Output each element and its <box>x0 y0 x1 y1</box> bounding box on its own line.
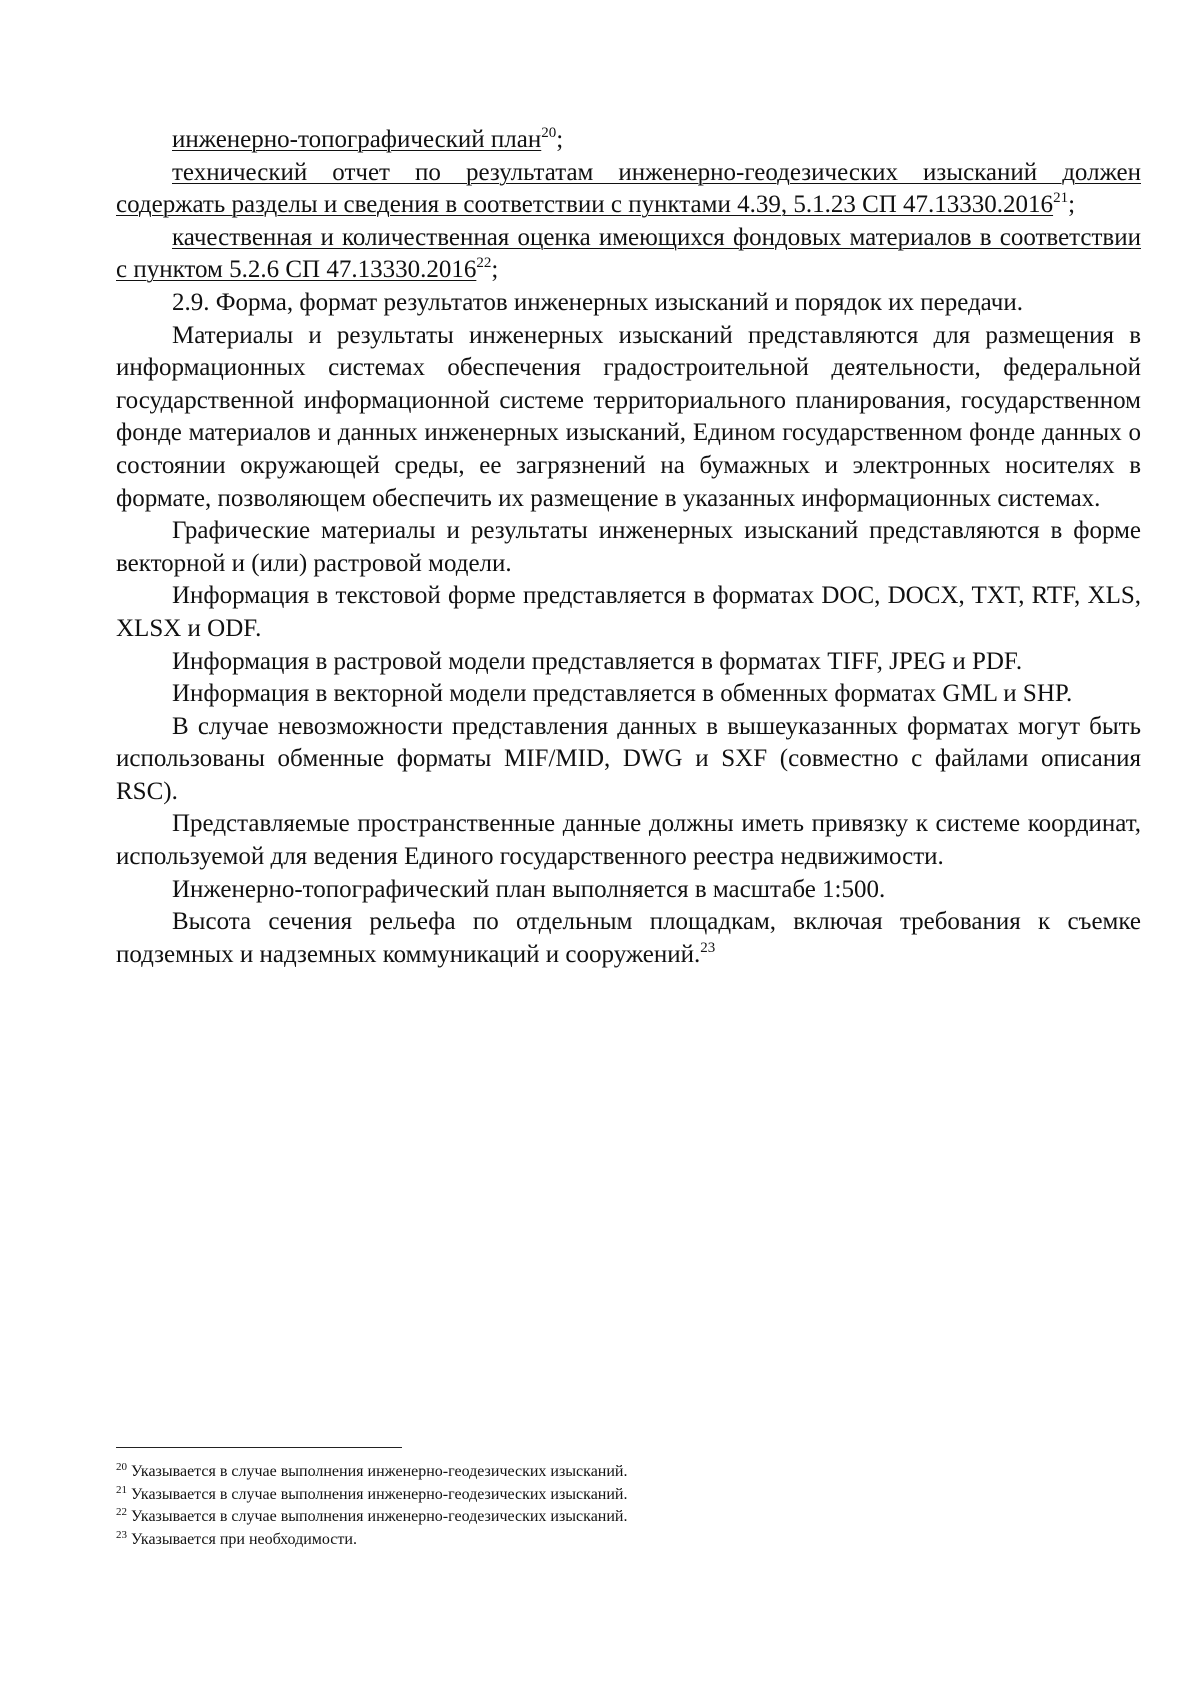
underlined-text: инженерно-топографический план <box>172 126 542 153</box>
paragraph-scale: Инженерно-топографический план выполняется в масштабе 1:500. <box>172 875 886 903</box>
paragraph-text-formats: Информация в текстовой форме представляется в форматах DOC, DOCX, TXT, RTF, XLS, XLSX и ODF. <box>116 582 1141 642</box>
paragraph-text: Высота сечения рельефа по отдельным площадкам, включая требования к съемке подземных и надземных коммуникаций и сооружений. <box>116 908 1141 968</box>
footnotes <box>116 1461 1141 1551</box>
paragraph-end: ; <box>1068 191 1076 219</box>
paragraph-technical-report <box>116 157 1141 222</box>
footnote-number: 21 <box>116 1483 127 1496</box>
paragraph-materials-placement: Материалы и результаты инженерных изысканий представляются для размещения в информационных системах обеспечения градостроительной деятельности, федеральной государственной информационной системе территориального планирования, государственном фонде материалов и данных инженерных изысканий, Едином государственном фонде данных о состоянии окружающей среды, ее загрязнений на бумажных и электронных носителях в формате, позволяющем обеспечить их размещение в указанных информационных системах. <box>116 321 1141 512</box>
paragraph-topographic-plan <box>116 124 1141 157</box>
footnote-separator <box>116 1447 402 1448</box>
footnote-ref: 22 <box>476 255 492 272</box>
paragraph-alternative-formats: В случае невозможности представления данных в вышеуказанных форматах могут быть использованы обменные форматы MIF/MID, DWG и SXF (совместно с файлами описания RSC). <box>116 712 1141 805</box>
footnote-text: Указывается в случае выполнения инженерно-геодезических изысканий. <box>127 1463 628 1480</box>
footnote-ref: 21 <box>1053 190 1069 207</box>
footnote-number: 20 <box>116 1461 127 1473</box>
footnote-text: Указывается при необходимости. <box>127 1530 357 1548</box>
footnote-ref: 23 <box>700 939 716 956</box>
footnote-20 <box>116 1461 1141 1484</box>
footnote-text: Указывается в случае выполнения инженерно-геодезических изысканий. <box>127 1508 628 1525</box>
footnote-text: Указывается в случае выполнения инженерно-геодезических изысканий. <box>127 1485 628 1503</box>
paragraph-vector-formats: Информация в векторной модели представляется в обменных форматах GML и SHP. <box>172 680 1073 708</box>
paragraph-raster-formats: Информация в растровой модели представляется в форматах TIFF, JPEG и PDF. <box>172 647 1023 675</box>
paragraph-graphic-materials: Графические материалы и результаты инженерных изысканий представляются в форме векторной и (или) растровой модели. <box>116 517 1141 577</box>
footnote-number: 23 <box>116 1528 127 1541</box>
paragraph-relief-height <box>116 906 1141 971</box>
paragraph-end: ; <box>491 256 499 284</box>
paragraph-fund-materials <box>116 222 1141 287</box>
underlined-text: качественная и количественная оценка имеющихся фондовых материалов в соответствии с пунктом 5.2.6 СП 47.13330.2016 <box>116 223 1141 284</box>
underlined-text: технический отчет по результатам инженерно-геодезических изысканий должен содержать разделы и сведения в соответствии с пунктами 4.39, 5.1.23 СП 47.13330.2016 <box>116 158 1141 219</box>
paragraph-end: ; <box>556 126 564 153</box>
footnote-number: 22 <box>116 1506 127 1518</box>
footnote-23 <box>116 1529 1141 1552</box>
footnote-ref: 20 <box>541 125 557 141</box>
section-heading-2-9: 2.9. Форма, формат результатов инженерных изысканий и порядок их передачи. <box>172 288 1023 316</box>
footnote-22 <box>116 1506 1141 1529</box>
page-body <box>116 124 1141 971</box>
footnote-21 <box>116 1484 1141 1507</box>
paragraph-coordinate-system: Представляемые пространственные данные должны иметь привязку к системе координат, используемой для ведения Единого государственного реестра недвижимости. <box>116 810 1141 871</box>
